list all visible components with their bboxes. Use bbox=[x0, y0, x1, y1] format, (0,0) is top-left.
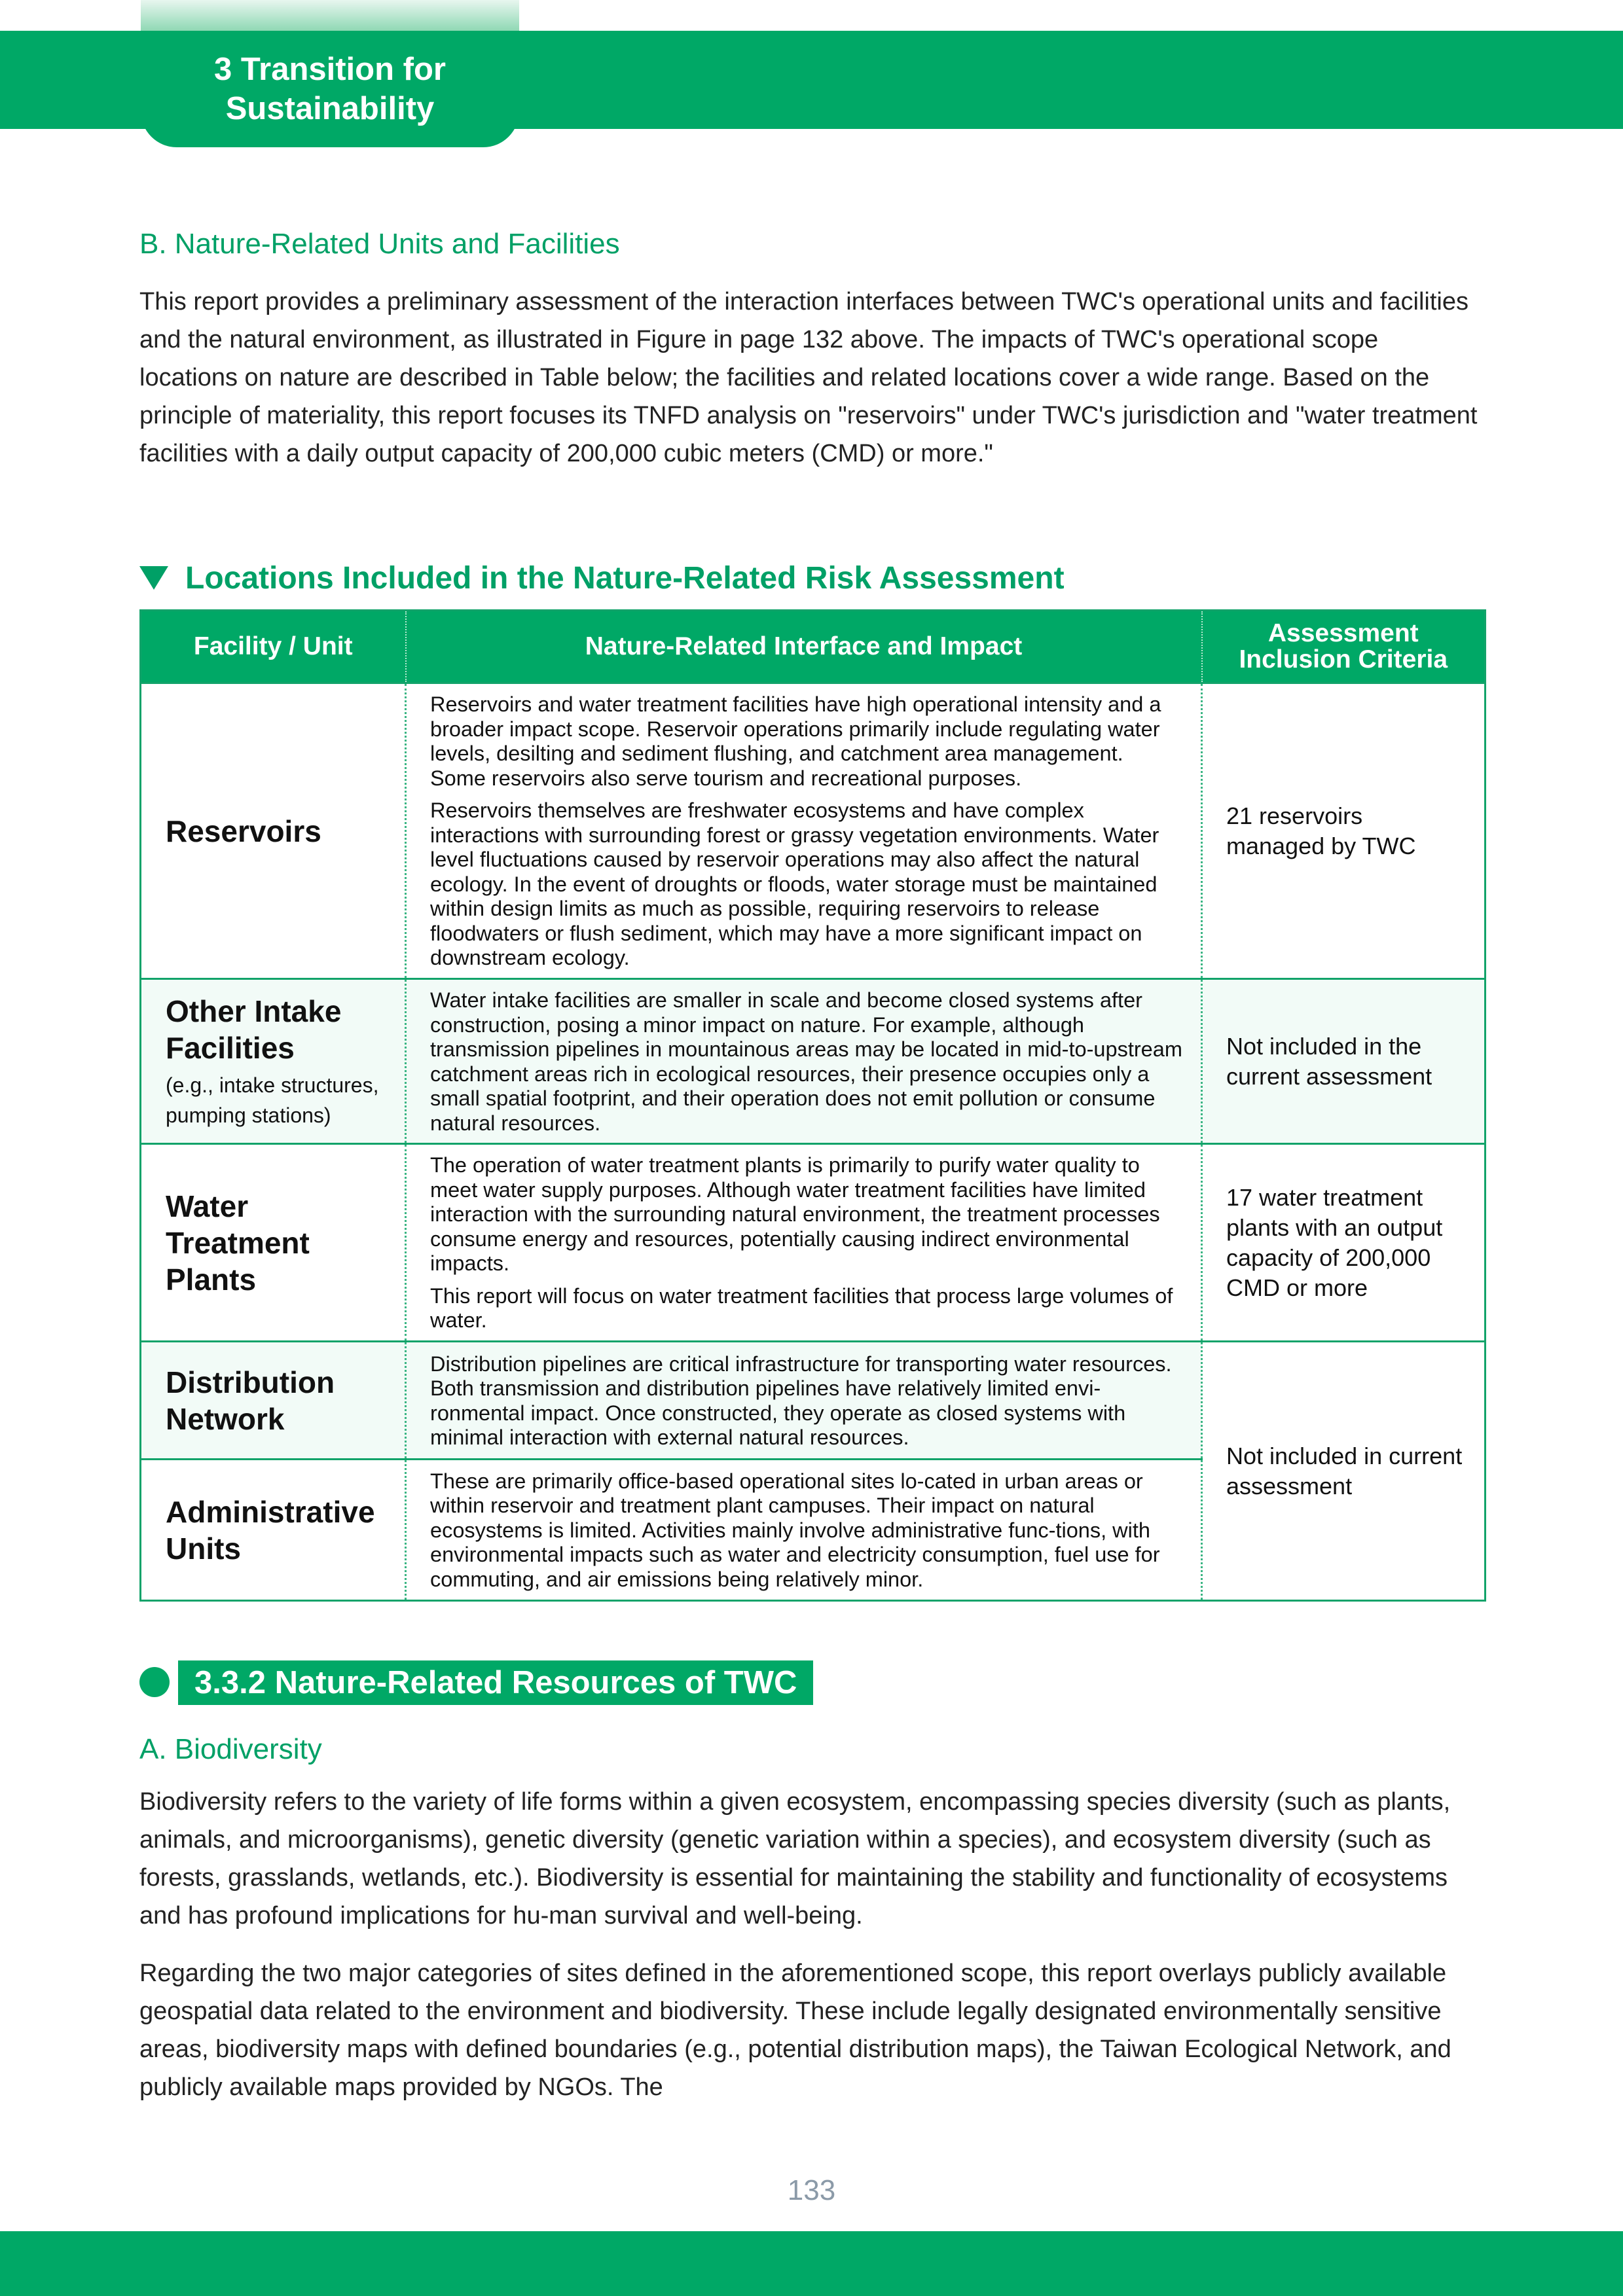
biodiversity-paragraph-1: Biodiversity refers to the variety of life forms within a given ecosystem, encompassing species diversity (such as plants, animals, and microorganisms), genetic diversity (genetic variation within a species), and ecosystem diversity (such as forests, grasslands, wetlands, etc.). Biodiversity is essential for maintaining the stability and functionality of ecosystems and has profound implications for hu-man survival and well-being. bbox=[139, 1788, 1451, 1929]
header-impact: Nature-Related Interface and Impact bbox=[406, 611, 1202, 683]
criteria-cell: 17 water treatment plants with an output capacity of 200,000 CMD or more bbox=[1202, 1144, 1486, 1342]
biodiversity-paragraph-2: Regarding the two major categories of sites defined in the aforementioned scope, this report overlays publicly available geospatial data related to the environment and biodiversity. These include legally designated environmentally sensitive areas, biodiversity maps with defined boundaries (e.g., potential distribution maps), the Taiwan Ecological Network, and publicly available maps provided by NGOs. The bbox=[139, 1960, 1451, 2101]
section-b-paragraph: This report provides a preliminary assessment of the interaction interfaces between TWC's operational units and facilities and the natural environment, as illustrated in Figure in page 132 above. The impacts of TWC's operational scope locations on nature are described in Table below; the facilities and related locations cover a wide range. Based on the principle of materiality, this report focuses its TNFD analysis on "reservoirs" under TWC's jurisdiction and "water treatment facilities with a daily output capacity of 200,000 cubic meters (CMD) or more." bbox=[139, 288, 1478, 467]
table-row bbox=[141, 683, 1486, 979]
footer-band bbox=[0, 2231, 1623, 2296]
impact-cell bbox=[406, 1144, 1202, 1342]
triangle-down-icon bbox=[139, 566, 168, 590]
impact-text: Reservoirs and water treatment facilities have high operational intensity and a broader impact scope. Reservoir operations primarily include regulating water levels, desilting and sediment flushing, and catchment area management. Some reservoirs also serve tourism and recreational purposes. bbox=[430, 692, 1161, 790]
table-header-row bbox=[141, 611, 1486, 683]
page-number: 133 bbox=[787, 2174, 836, 2206]
section-bullet-icon bbox=[139, 1667, 170, 1697]
table-row bbox=[141, 979, 1486, 1144]
impact-cell bbox=[406, 1342, 1202, 1460]
table-row bbox=[141, 1144, 1486, 1342]
section-b-heading: B. Nature-Related Units and Facilities bbox=[139, 228, 620, 260]
chapter-title: 3 Transition for Sustainability bbox=[214, 52, 446, 126]
biodiversity-heading: A. Biodiversity bbox=[139, 1733, 322, 1765]
assessment-table bbox=[139, 609, 1486, 1602]
impact-text: Water intake facilities are smaller in scale and become closed systems after construction, posing a minor impact on nature. For example, although transmission pipelines in mountainous areas may be located in mid-to-upstream catchment areas rich in ecological resources, their presence occupies only a small spatial footprint, and their operation does not emit pollution or consume natural resources. bbox=[430, 988, 1182, 1135]
facility-name: Other Intake Facilities bbox=[166, 994, 342, 1065]
section-heading: 3.3.2 Nature-Related Resources of TWC bbox=[178, 1660, 813, 1705]
facility-note: (e.g., intake structures, pumping stations) bbox=[166, 1073, 379, 1127]
criteria-cell: Not included in the current assessment bbox=[1202, 979, 1486, 1144]
impact-text: Distribution pipelines are critical infrastructure for transporting water resources. Both transmission and distribution pipelines have relatively limited envi-ronmental impact. Once constructed, they operate as closed systems with minimal interaction with external natural resources. bbox=[430, 1352, 1172, 1449]
header-criteria: Assessment Inclusion Criteria bbox=[1202, 611, 1486, 683]
facility-cell: Reservoirs bbox=[141, 683, 406, 979]
criteria-cell: Not included in current assessment bbox=[1202, 1342, 1486, 1601]
impact-cell bbox=[406, 683, 1202, 979]
criteria-cell: 21 reservoirs managed by TWC bbox=[1202, 683, 1486, 979]
facility-cell: Water Treatment Plants bbox=[141, 1144, 406, 1342]
table-title-text: Locations Included in the Nature-Related Risk Assessment bbox=[185, 560, 1065, 596]
impact-text: These are primarily office-based operational sites lo-cated in urban areas or within reservoir and treatment plant campuses. Their impact on natural ecosystems is limited. Activities mainly involve administrative func-tions, with environmental impacts such as water and electricity consumption, fuel use for commuting, and air emissions being relatively minor. bbox=[430, 1469, 1160, 1591]
facility-cell: Administrative Units bbox=[141, 1460, 406, 1601]
impact-cell bbox=[406, 1460, 1202, 1601]
facility-cell: Distribution Network bbox=[141, 1342, 406, 1460]
facility-cell bbox=[141, 979, 406, 1144]
chapter-tab bbox=[141, 31, 519, 147]
header-facility: Facility / Unit bbox=[141, 611, 406, 683]
table-title bbox=[139, 556, 1065, 600]
impact-text: Reservoirs themselves are freshwater ecosystems and have complex interactions with surrounding forest or grassy vegetation environments. Water level fluctuations caused by reservoir operations may also affect the natural ecology. In the event of droughts or floods, water storage must be maintained within design limits as much as possible, requiring reservoirs to release floodwaters or flush sediment, which may have a more significant impact on downstream ecology. bbox=[430, 798, 1159, 970]
impact-cell bbox=[406, 979, 1202, 1144]
header-tab-highlight bbox=[141, 0, 519, 31]
table-row bbox=[141, 1342, 1486, 1460]
impact-text: This report will focus on water treatment facilities that process large volumes of water. bbox=[430, 1283, 1173, 1333]
impact-text: The operation of water treatment plants is primarily to purify water quality to meet water supply purposes. Although water treatment facilities have limited interaction with the surrounding natural environment, the treatment processes consume energy and resources, potentially causing indirect environmental impacts. bbox=[430, 1153, 1160, 1276]
